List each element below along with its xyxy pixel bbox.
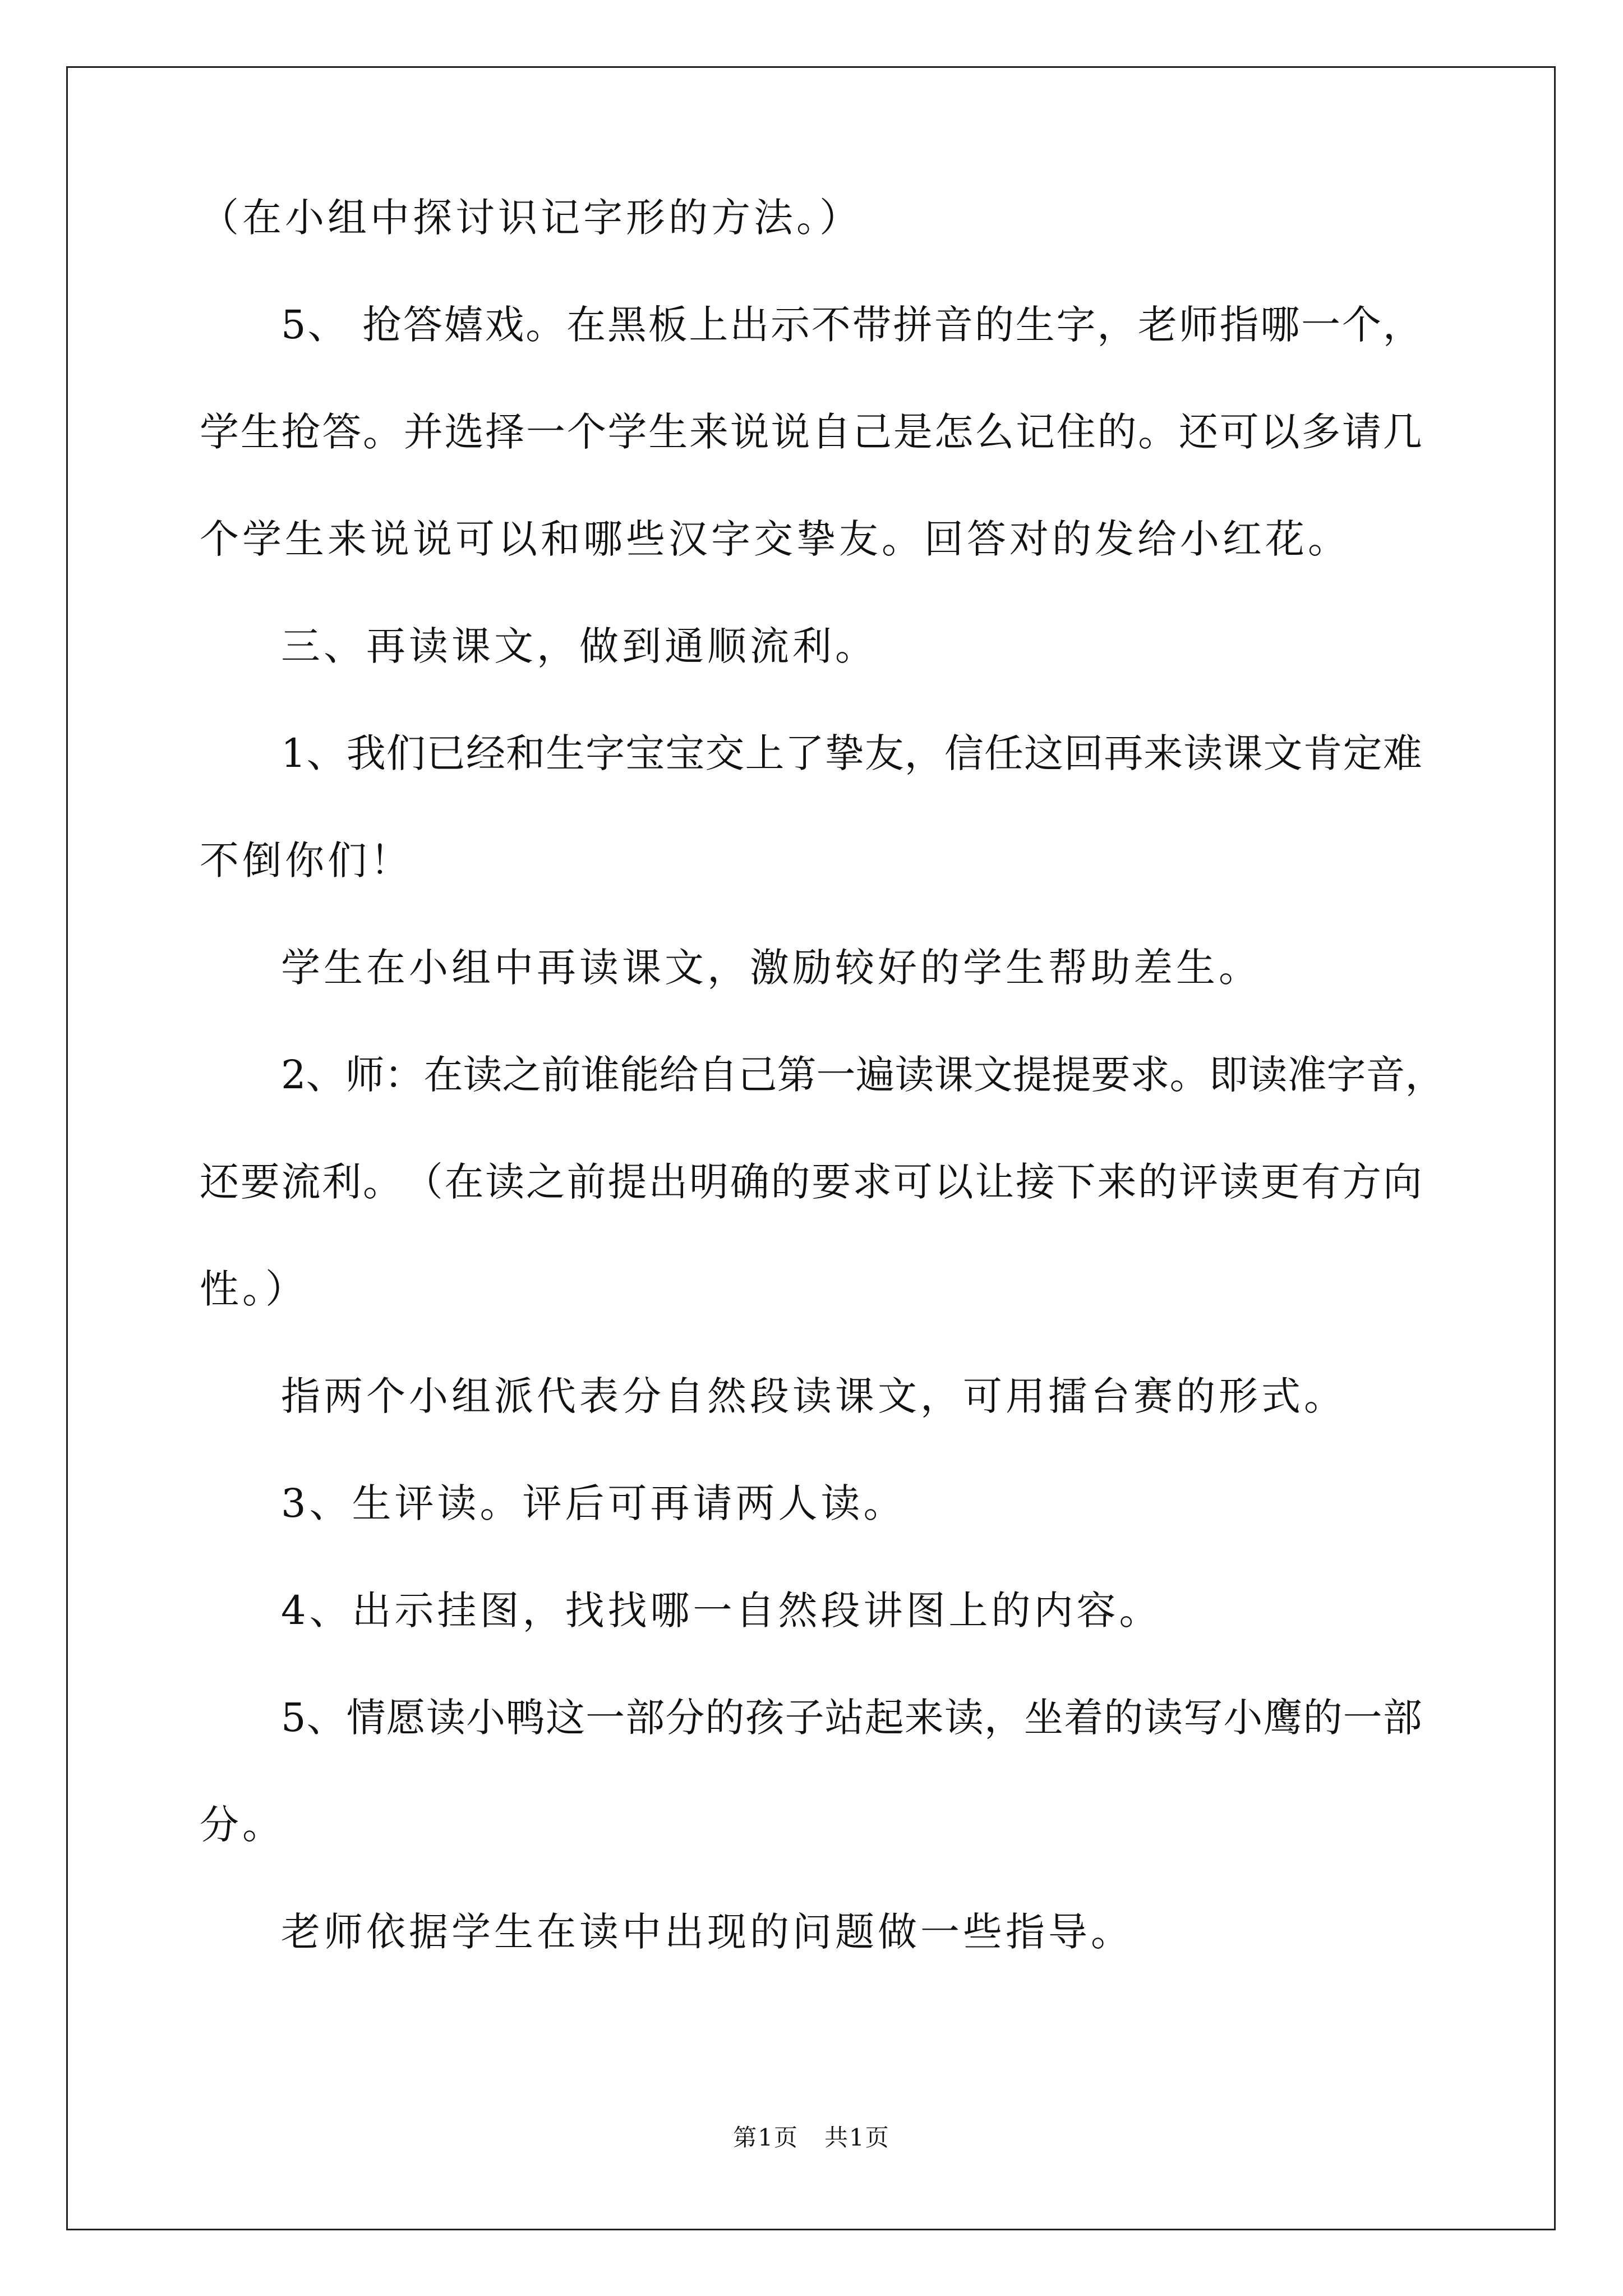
glyph: 读 — [426, 1695, 465, 1741]
glyph: 宝 — [665, 730, 705, 776]
glyph: 难 — [1382, 730, 1422, 776]
glyph: 请 — [1342, 409, 1381, 455]
glyph: 一 — [526, 409, 565, 455]
glyph: 个 — [1341, 302, 1381, 348]
glyph: 即 — [1209, 1052, 1248, 1098]
glyph: 一 — [1301, 302, 1341, 348]
glyph: 戏 — [485, 302, 524, 348]
glyph: 要 — [811, 1159, 851, 1205]
glyph: 向 — [1382, 1159, 1422, 1205]
glyph: 、 — [307, 302, 347, 348]
glyph: 提 — [607, 1159, 647, 1205]
glyph: 方 — [1342, 1159, 1381, 1205]
glyph: 已 — [426, 730, 465, 776]
glyph: ： — [384, 1052, 424, 1098]
glyph: 了 — [785, 730, 824, 776]
glyph: 出 — [730, 302, 769, 348]
glyph: 更 — [1260, 1159, 1300, 1205]
glyph: 友 — [864, 730, 904, 776]
glyph: 来 — [1144, 730, 1183, 776]
glyph: ， — [904, 730, 944, 776]
glyph: 2 — [281, 1052, 306, 1098]
glyph: 。 — [363, 1159, 402, 1205]
glyph: 生 — [648, 409, 688, 455]
paragraph-line — [281, 1052, 1445, 1098]
glyph: 挚 — [824, 730, 864, 776]
glyph: 要 — [1091, 1052, 1131, 1098]
glyph: 前 — [566, 1159, 606, 1205]
glyph: 字 — [585, 730, 625, 776]
glyph: 、 — [306, 730, 346, 776]
glyph: 出 — [648, 1159, 688, 1205]
glyph: 自 — [811, 409, 851, 455]
glyph: 拼 — [893, 302, 933, 348]
glyph: 。 — [525, 302, 565, 348]
glyph: 交 — [705, 730, 745, 776]
glyph: 自 — [698, 1052, 738, 1098]
glyph: 生 — [1015, 302, 1055, 348]
paragraph-line — [281, 302, 1422, 348]
glyph: 课 — [1223, 730, 1263, 776]
page-total: 共1页 — [824, 2124, 890, 2151]
glyph: 示 — [770, 302, 810, 348]
glyph: 5 — [281, 1695, 306, 1741]
glyph: 读 — [1144, 1695, 1183, 1741]
glyph: 第 — [777, 1052, 817, 1098]
glyph: 下 — [1056, 1159, 1096, 1205]
paragraph-line: 学生在小组中再读课文，激励较好的学生帮助差生。 — [281, 945, 1261, 991]
glyph: 小 — [465, 1695, 505, 1741]
glyph: 部 — [1382, 1695, 1422, 1741]
glyph: 宝 — [625, 730, 665, 776]
glyph: 音 — [934, 302, 974, 348]
glyph: 指 — [1219, 302, 1259, 348]
glyph: 要 — [240, 1159, 280, 1205]
glyph: 答 — [403, 302, 442, 348]
glyph: 哪 — [1260, 302, 1300, 348]
glyph: ， — [1405, 1052, 1445, 1098]
glyph: 信 — [944, 730, 984, 776]
glyph: 有 — [1301, 1159, 1341, 1205]
glyph: 子 — [785, 1695, 824, 1741]
glyph: 择 — [485, 409, 525, 455]
paragraph-line — [281, 730, 1422, 776]
glyph: 多 — [1301, 409, 1341, 455]
glyph: 谁 — [580, 1052, 620, 1098]
glyph: 的 — [1303, 1695, 1343, 1741]
glyph: 评 — [1179, 1159, 1218, 1205]
glyph: 音 — [1366, 1052, 1405, 1098]
glyph: 生 — [546, 730, 585, 776]
glyph: 是 — [893, 409, 933, 455]
glyph: 们 — [386, 730, 426, 776]
glyph: 任 — [984, 730, 1023, 776]
glyph: 老 — [1138, 302, 1177, 348]
page-number: 第1页 — [733, 2124, 799, 2151]
glyph: 准 — [1287, 1052, 1327, 1098]
glyph: 写 — [1183, 1695, 1223, 1741]
glyph: 鹰 — [1263, 1695, 1303, 1741]
glyph: 前 — [541, 1052, 581, 1098]
glyph: 之 — [526, 1159, 565, 1205]
glyph: 孩 — [745, 1695, 785, 1741]
glyph: 文 — [1263, 730, 1303, 776]
glyph: 上 — [745, 730, 785, 776]
glyph: 5 — [281, 302, 306, 348]
glyph: 读 — [944, 1695, 984, 1741]
glyph: 来 — [1097, 1159, 1137, 1205]
glyph: 在 — [423, 1052, 463, 1098]
paragraph-line: 4、出示挂图，找找哪一自然段讲图上的内容。 — [281, 1588, 1162, 1634]
glyph: 利 — [322, 1159, 362, 1205]
glyph: 读 — [1183, 730, 1223, 776]
glyph: 在 — [444, 1159, 484, 1205]
glyph: 来 — [689, 409, 728, 455]
glyph: 让 — [975, 1159, 1015, 1205]
glyph: 能 — [620, 1052, 660, 1098]
glyph: 以 — [1260, 409, 1300, 455]
glyph: 文 — [973, 1052, 1013, 1098]
glyph: 么 — [975, 409, 1015, 455]
glyph: 字 — [1056, 302, 1096, 348]
glyph: 愿 — [386, 1695, 426, 1741]
section-heading: 三、再读课文，做到通顺流利。 — [281, 623, 878, 669]
paragraph-line: 不倒你们！ — [200, 838, 413, 884]
glyph: 读 — [1219, 1159, 1259, 1205]
paragraph-line — [200, 1159, 1422, 1205]
glyph: 我 — [346, 730, 386, 776]
glyph: 还 — [1179, 409, 1218, 455]
glyph: 选 — [444, 409, 484, 455]
glyph: 1 — [281, 730, 306, 776]
glyph: 读 — [1248, 1052, 1288, 1098]
paragraph-line — [281, 1695, 1422, 1741]
glyph: 的 — [1104, 1695, 1144, 1741]
glyph: 读 — [895, 1052, 934, 1098]
glyph: 怎 — [934, 409, 974, 455]
glyph: 、 — [306, 1052, 345, 1098]
glyph: 鸭 — [506, 1695, 546, 1741]
glyph: 记 — [1016, 409, 1055, 455]
glyph: 还 — [200, 1159, 239, 1205]
glyph: 个 — [566, 409, 606, 455]
glyph: 以 — [934, 1159, 974, 1205]
glyph: 分 — [665, 1695, 705, 1741]
glyph: 提 — [1012, 1052, 1052, 1098]
glyph: 在 — [566, 302, 606, 348]
glyph: 住 — [1056, 409, 1096, 455]
glyph: 定 — [1343, 730, 1382, 776]
glyph: 、 — [306, 1695, 346, 1741]
glyph: 黑 — [607, 302, 647, 348]
glyph: 的 — [974, 302, 1014, 348]
page-footer — [0, 2126, 1623, 2150]
glyph: 之 — [502, 1052, 542, 1098]
glyph: 说 — [730, 409, 769, 455]
glyph: 遍 — [855, 1052, 895, 1098]
glyph: 小 — [1223, 1695, 1263, 1741]
glyph: 来 — [904, 1695, 944, 1741]
glyph: 生 — [240, 409, 280, 455]
glyph: 学 — [200, 409, 239, 455]
glyph: 肯 — [1303, 730, 1343, 776]
glyph: 的 — [771, 1159, 810, 1205]
footer-gap — [799, 2124, 824, 2151]
glyph: 抢 — [362, 302, 402, 348]
glyph: 学 — [607, 409, 647, 455]
glyph: 带 — [852, 302, 892, 348]
glyph: 部 — [625, 1695, 665, 1741]
glyph: 上 — [689, 302, 728, 348]
glyph: 坐 — [1024, 1695, 1064, 1741]
glyph: 的 — [1138, 1159, 1178, 1205]
paragraph-line: 老师依据学生在读中出现的问题做一些指导。 — [281, 1909, 1133, 1955]
glyph: 嬉 — [444, 302, 483, 348]
paragraph-line: （在小组中探讨识记字形的方法。） — [200, 195, 862, 241]
glyph: 并 — [403, 409, 443, 455]
glyph: 。 — [1138, 409, 1178, 455]
glyph: 师 — [345, 1052, 385, 1098]
glyph: 。 — [363, 409, 402, 455]
glyph: 求 — [852, 1159, 892, 1205]
paragraph-line: 性。） — [200, 1266, 308, 1312]
glyph: ， — [1382, 302, 1422, 348]
glyph: 给 — [659, 1052, 699, 1098]
glyph: （ — [403, 1159, 443, 1205]
glyph: 读 — [485, 1159, 525, 1205]
glyph: 不 — [811, 302, 851, 348]
glyph: 己 — [852, 409, 892, 455]
glyph: 一 — [1343, 1695, 1382, 1741]
glyph: 板 — [648, 302, 688, 348]
glyph: ， — [984, 1695, 1023, 1741]
glyph: 答 — [322, 409, 362, 455]
glyph: 读 — [463, 1052, 502, 1098]
glyph: 的 — [1097, 409, 1137, 455]
glyph: 情 — [346, 1695, 386, 1741]
glyph: 接 — [1016, 1159, 1055, 1205]
glyph: 的 — [705, 1695, 745, 1741]
glyph: 几 — [1382, 409, 1422, 455]
glyph: 经 — [465, 730, 505, 776]
glyph: 回 — [1064, 730, 1104, 776]
paragraph-line: 分。 — [200, 1802, 285, 1848]
glyph: 字 — [1326, 1052, 1366, 1098]
glyph: 明 — [689, 1159, 728, 1205]
glyph: 这 — [546, 1695, 585, 1741]
glyph: 师 — [1178, 302, 1218, 348]
glyph: 求 — [1130, 1052, 1170, 1098]
glyph: 抢 — [281, 409, 321, 455]
page-border — [66, 66, 1556, 2230]
glyph: 一 — [816, 1052, 856, 1098]
glyph: ， — [1097, 302, 1137, 348]
glyph — [348, 305, 361, 344]
glyph: 这 — [1024, 730, 1064, 776]
paragraph-line: 3、生评读。评后可再请两人读。 — [281, 1480, 906, 1526]
glyph: 可 — [1219, 409, 1259, 455]
glyph: 提 — [1052, 1052, 1091, 1098]
glyph: 确 — [730, 1159, 769, 1205]
glyph: 流 — [281, 1159, 321, 1205]
glyph: 己 — [737, 1052, 777, 1098]
glyph: 可 — [893, 1159, 933, 1205]
paragraph-line — [200, 409, 1422, 455]
paragraph-line: 指两个小组派代表分自然段读课文，可用擂台赛的形式。 — [281, 1373, 1347, 1419]
paragraph-line: 个学生来说说可以和哪些汉字交挚友。回答对的发给小红花。 — [200, 516, 1350, 562]
glyph: 课 — [934, 1052, 974, 1098]
glyph: 着 — [1064, 1695, 1104, 1741]
glyph: 说 — [771, 409, 810, 455]
glyph: 。 — [1169, 1052, 1209, 1098]
glyph: 站 — [824, 1695, 864, 1741]
glyph: 起 — [864, 1695, 904, 1741]
glyph: 再 — [1104, 730, 1144, 776]
glyph: 一 — [585, 1695, 625, 1741]
glyph: 和 — [506, 730, 546, 776]
